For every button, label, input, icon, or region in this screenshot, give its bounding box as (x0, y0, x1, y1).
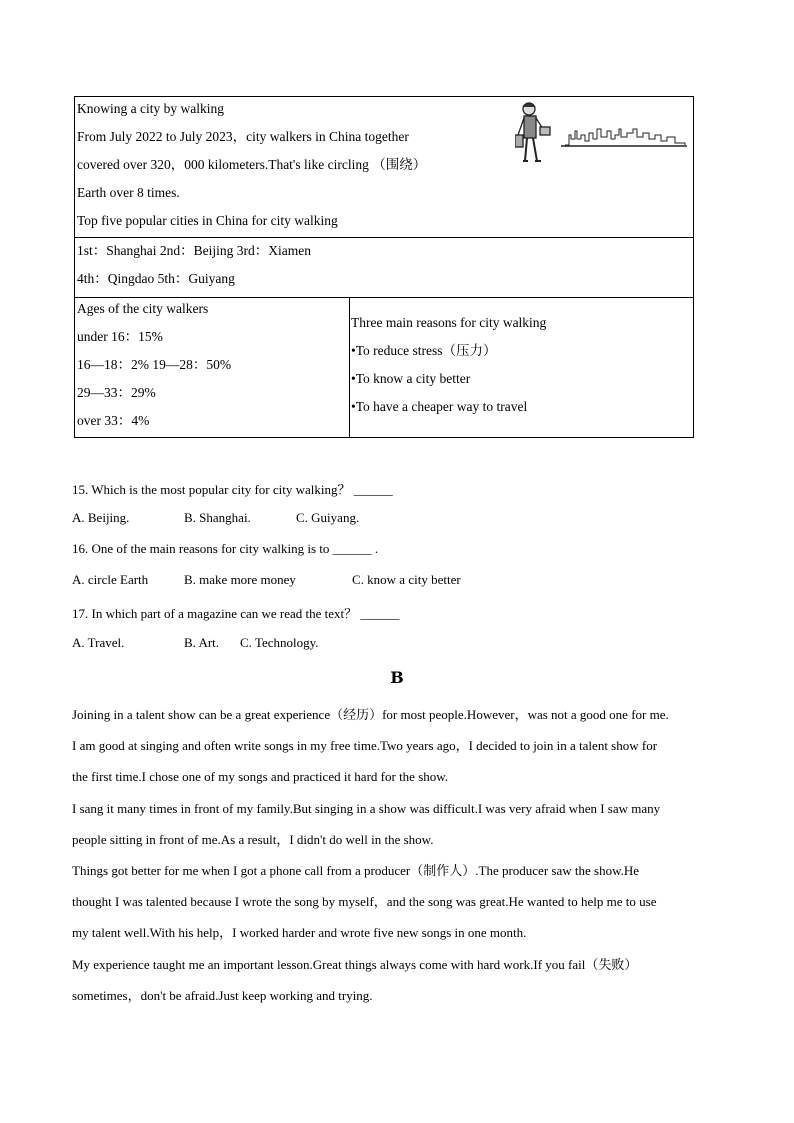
option-c: C. Guiyang. (296, 510, 360, 525)
passage-line: my talent well.With his help，I worked harder and wrote five new songs in one month. (72, 925, 527, 941)
passage-line: Things got better for me when I got a phone call from a producer（制作人）.The producer saw the show.He (72, 863, 640, 879)
intro-line: covered over 320，000 kilometers.That's like circling （围绕） (77, 157, 427, 172)
section-heading: B (390, 668, 404, 687)
passage-line: sometimes，don't be afraid.Just keep working and trying. (72, 987, 373, 1003)
intro-cell (77, 95, 426, 235)
question-15: 15. Which is the most popular city for city walking？ ______ (72, 482, 393, 497)
option-c: C. know a city better (352, 572, 461, 587)
column-divider (349, 297, 350, 437)
reasons-cell (351, 309, 546, 421)
ages-line: 29—33：29% (77, 385, 156, 400)
intro-title: Knowing a city by walking (77, 101, 224, 116)
walker-figure (515, 103, 550, 161)
passage-line: the first time.I chose one of my songs and practiced it hard for the show. (72, 769, 449, 785)
city-skyline (561, 129, 687, 146)
ages-line: over 33：4% (77, 413, 150, 428)
passage-line: thought I was talented because I wrote the song by myself，and the song was great.He wanted to help me to use (72, 894, 657, 910)
passage-line: Joining in a talent show can be a great experience（经历）for most people.However，was not a good one for me. (72, 707, 669, 722)
passage-line: My experience taught me an important lesson.Great things always come with hard work.If you fail（失败） (72, 956, 638, 972)
option-a: A. Beijing. (72, 510, 130, 525)
reasons-line: •To know a city better (351, 371, 471, 386)
reasons-title: Three main reasons for city walking (351, 315, 547, 330)
info-box (74, 96, 694, 438)
option-a: A. Travel. (72, 635, 125, 650)
option-c: C. Technology. (240, 635, 319, 650)
intro-line: Top five popular cities in China for city walking (77, 213, 338, 228)
ranking-cell (77, 237, 311, 293)
option-b: B. make more money (184, 572, 296, 587)
ages-line: under 16：15% (77, 329, 163, 344)
passage-line: people sitting in front of me.As a result，I didn't do well in the show. (72, 831, 434, 847)
question-17: 17. In which part of a magazine can we read the text？ ______ (72, 606, 400, 621)
reasons-line: •To reduce stress（压力） (351, 343, 497, 358)
intro-line: Earth over 8 times. (77, 185, 180, 200)
reasons-line: •To have a cheaper way to travel (351, 399, 528, 414)
passage-b (72, 699, 732, 1011)
option-b: B. Art. (184, 635, 220, 650)
passage-line: I am good at singing and often write songs in my free time.Two years ago，I decided to join in a talent show for (72, 738, 658, 754)
walker-skyline-illustration (515, 99, 691, 181)
ages-title: Ages of the city walkers (77, 301, 209, 316)
passage-line: I sang it many times in front of my family.But singing in a show was difficult.I was very afraid when I saw many (72, 800, 661, 816)
ages-cell (77, 295, 231, 435)
option-b: B. Shanghai. (184, 510, 251, 525)
ages-line: 16—18：2% 19—28：50% (77, 357, 232, 372)
question-16: 16. One of the main reasons for city walking is to ______ . (72, 541, 379, 556)
ranking-line: 4th：Qingdao 5th：Guiyang (77, 271, 235, 286)
option-a: A. circle Earth (72, 572, 149, 587)
ranking-line: 1st：Shanghai 2nd：Beijing 3rd：Xiamen (77, 243, 311, 258)
intro-line: From July 2022 to July 2023，city walkers in China together (77, 129, 409, 144)
